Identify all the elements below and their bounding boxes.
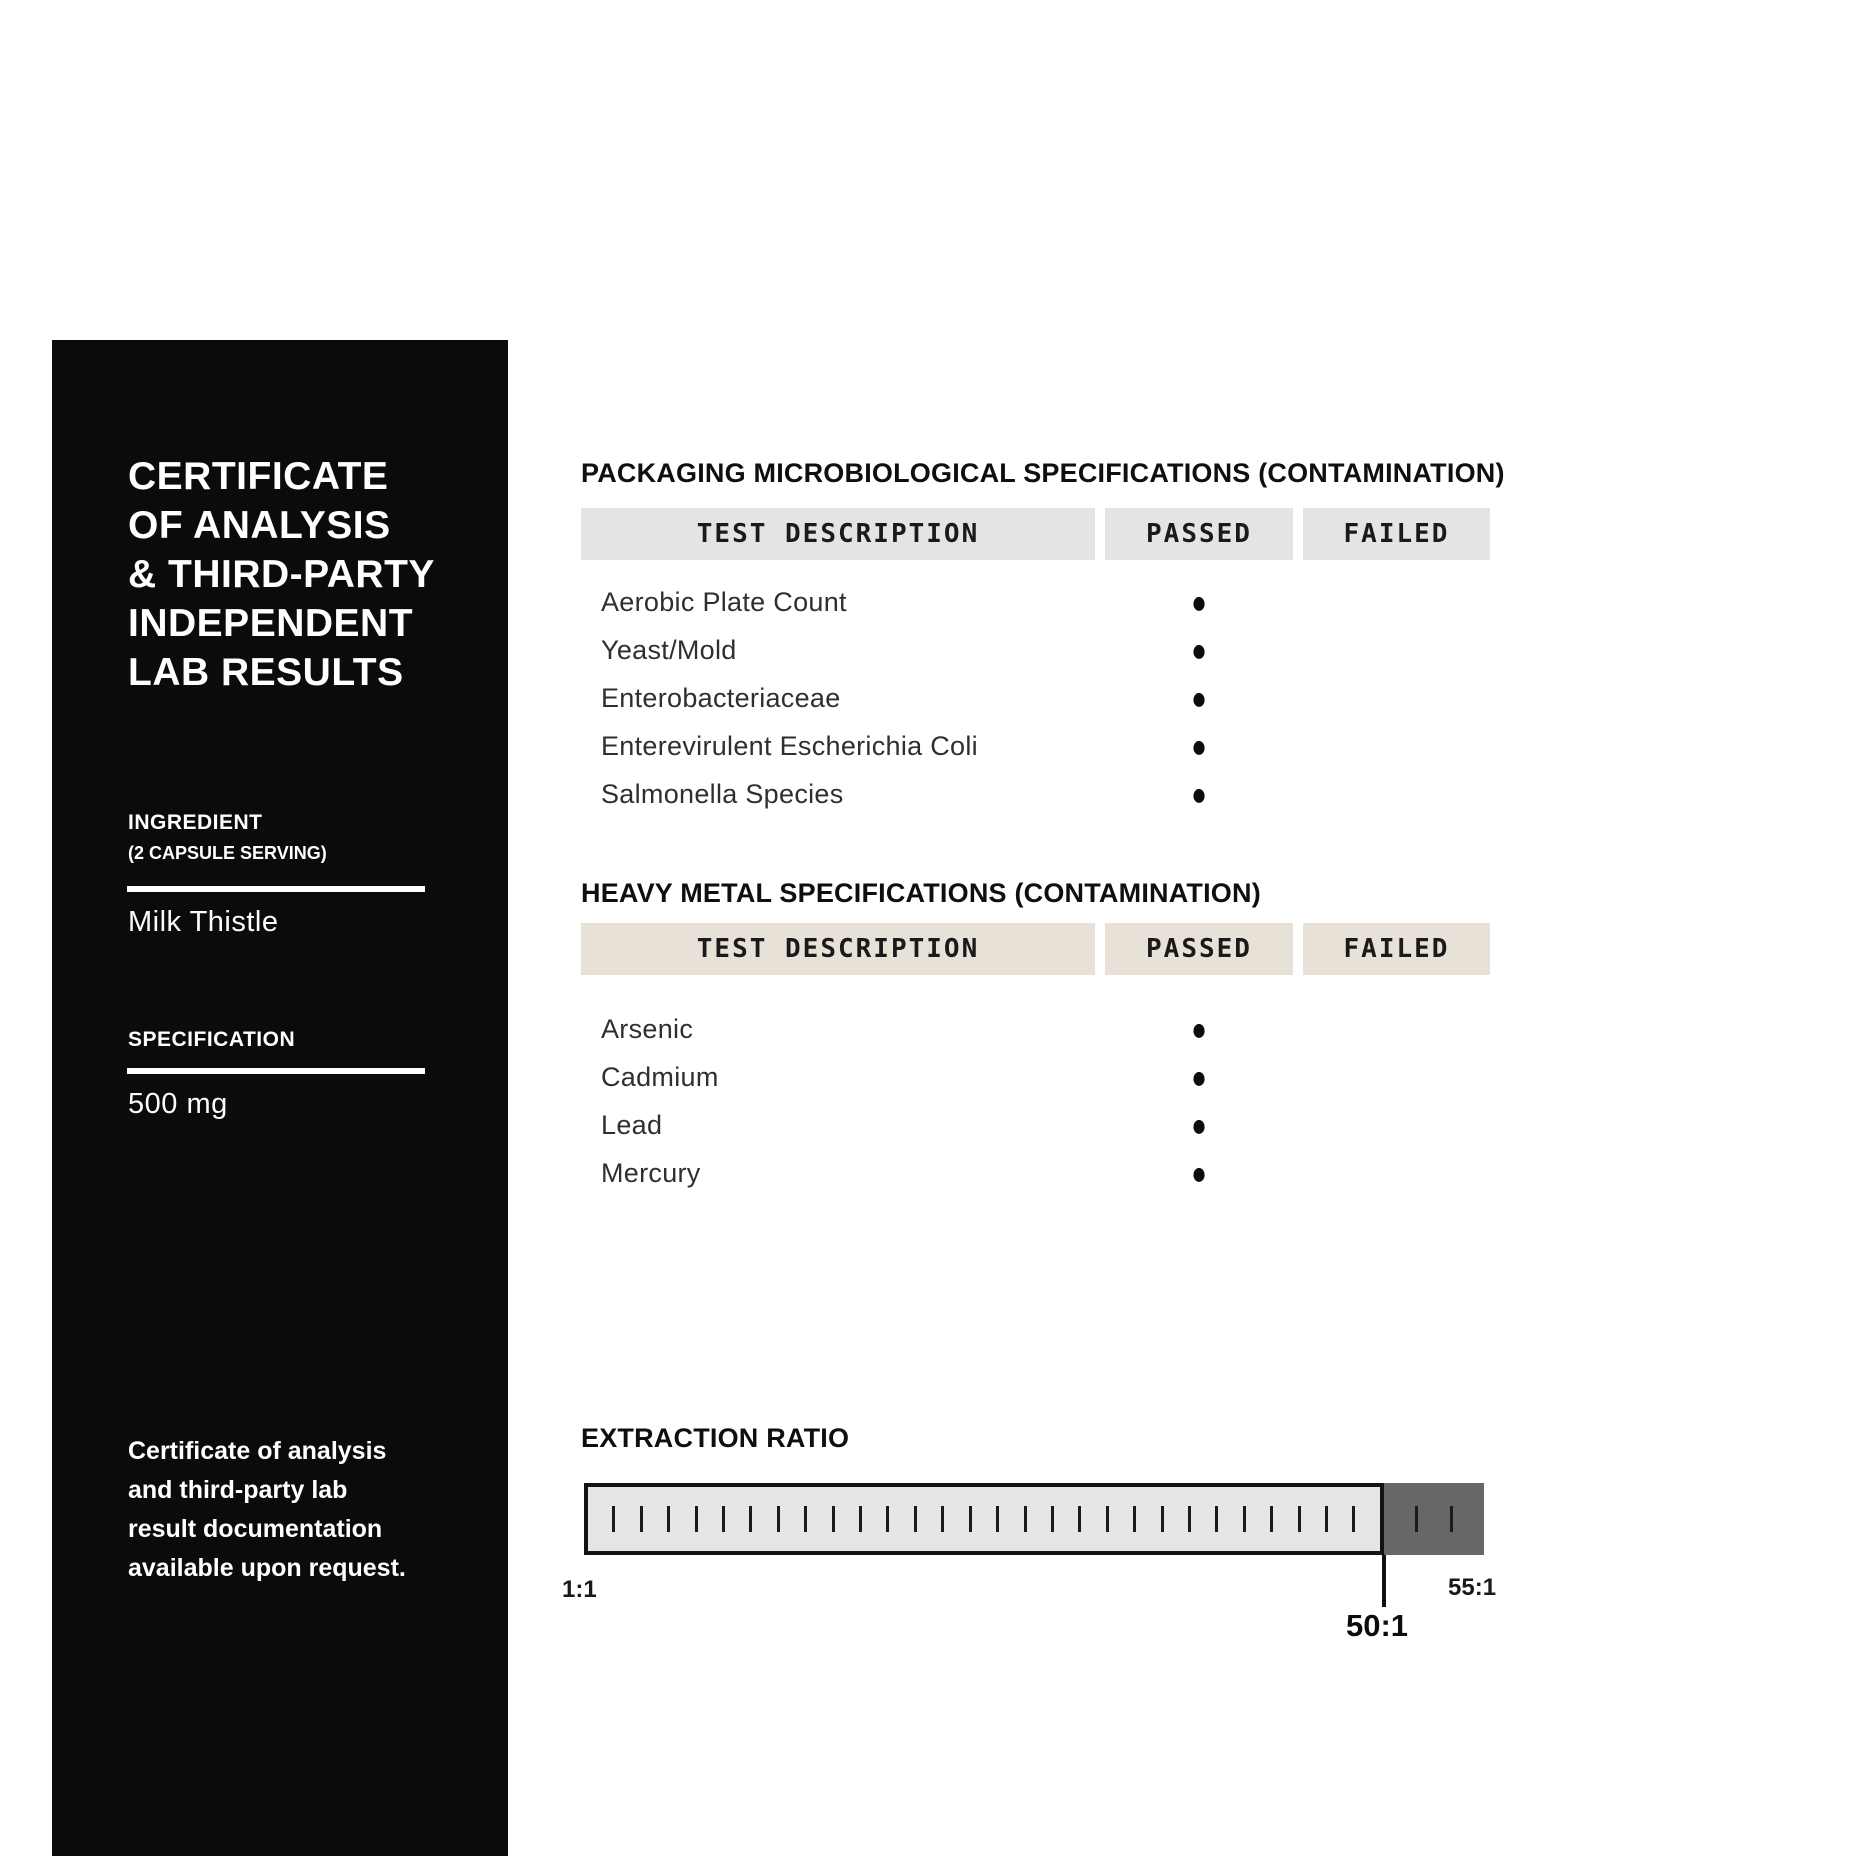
ruler-tick [667,1506,670,1532]
test-name: Arsenic [601,1013,694,1044]
test-name: Enterobacteriaceae [601,682,841,713]
ruler-tick [1352,1506,1355,1532]
extraction-ratio-overflow-segment [1384,1483,1484,1555]
divider-rule [127,886,425,892]
column-header-passed: PASSED [1105,508,1293,560]
passed-marker: ● [1191,726,1207,765]
heavy-metal-table-rows [581,1005,1490,1197]
test-name: Enterevirulent Escherichia Coli [601,730,978,761]
ruler-tick [612,1506,615,1532]
ruler-tick [1024,1506,1027,1532]
column-header-test-description: TEST DESCRIPTION [581,923,1095,975]
test-name: Salmonella Species [601,778,844,809]
ruler-tick [777,1506,780,1532]
failed-marker [1303,626,1490,674]
ruler-tick [1161,1506,1164,1532]
page-title-line: OF ANALYSIS [128,504,391,547]
heavy-metal-section-heading: HEAVY METAL SPECIFICATIONS (CONTAMINATION) [581,878,1261,908]
ruler-tick [1215,1506,1218,1532]
ruler-tick [886,1506,889,1532]
ruler-tick [859,1506,862,1532]
page-title-line: & THIRD-PARTY [128,553,435,596]
ruler-tick [640,1506,643,1532]
failed-marker [1303,1101,1490,1149]
serving-size-label: (2 CAPSULE SERVING) [128,843,327,863]
passed-marker: ● [1191,1105,1207,1144]
footnote-line: available upon request. [128,1554,406,1582]
failed-marker [1303,674,1490,722]
passed-marker: ● [1191,630,1207,669]
column-header-failed: FAILED [1303,508,1490,560]
specification-value: 500 mg [128,1088,228,1120]
page-title-line: LAB RESULTS [128,651,404,694]
ingredient-label: INGREDIENT [128,811,263,834]
extraction-ratio-ruler [584,1483,1384,1555]
microbiological-table-rows [581,578,1490,818]
ruler-tick [1298,1506,1301,1532]
microbiological-section-heading: PACKAGING MICROBIOLOGICAL SPECIFICATIONS (CONTAMINATION) [581,458,1505,488]
footnote-line: result documentation [128,1515,383,1543]
info-sidebar [52,340,508,1856]
passed-marker: ● [1191,678,1207,717]
test-name: Lead [601,1109,663,1140]
footnote-line: and third-party lab [128,1476,348,1504]
availability-footnote [128,1432,406,1588]
passed-marker: ● [1191,1153,1207,1192]
divider-rule [127,1068,425,1074]
page-title-line: CERTIFICATE [128,455,389,498]
extraction-ratio-heading: EXTRACTION RATIO [581,1423,850,1453]
ruler-tick [1188,1506,1191,1532]
ruler-tick [969,1506,972,1532]
specification-label: SPECIFICATION [128,1028,296,1051]
test-name: Yeast/Mold [601,634,737,665]
ruler-tick [832,1506,835,1532]
page-title [128,452,435,697]
ingredient-value: Milk Thistle [128,906,279,938]
failed-marker [1303,1005,1490,1053]
passed-marker: ● [1191,1057,1207,1096]
failed-marker [1303,578,1490,626]
extraction-ratio-value-marker [1382,1555,1386,1607]
ruler-tick [804,1506,807,1532]
failed-marker [1303,770,1490,818]
passed-marker: ● [1191,1009,1207,1048]
footnote-line: Certificate of analysis [128,1437,387,1465]
column-header-passed: PASSED [1105,923,1293,975]
heavy-metal-table-header [581,923,1490,975]
ruler-tick [1450,1506,1453,1532]
test-name: Cadmium [601,1061,719,1092]
test-name: Aerobic Plate Count [601,586,847,617]
failed-marker [1303,1149,1490,1197]
column-header-test-description: TEST DESCRIPTION [581,508,1095,560]
ruler-tick [695,1506,698,1532]
passed-marker: ● [1191,774,1207,813]
ruler-tick [1243,1506,1246,1532]
page-title-line: INDEPENDENT [128,602,414,645]
extraction-ratio-max-label: 55:1 [1448,1574,1497,1601]
ruler-tick [941,1506,944,1532]
ruler-tick [1133,1506,1136,1532]
ruler-tick [1106,1506,1109,1532]
test-name: Mercury [601,1157,701,1188]
ruler-tick [1270,1506,1273,1532]
column-header-failed: FAILED [1303,923,1490,975]
ruler-tick [996,1506,999,1532]
ruler-tick [914,1506,917,1532]
extraction-ratio-min-label: 1:1 [562,1576,597,1603]
extraction-ratio-value-label: 50:1 [1345,1608,1409,1643]
ruler-tick [1325,1506,1328,1532]
ruler-tick [1415,1506,1418,1532]
ruler-tick [1051,1506,1054,1532]
failed-marker [1303,722,1490,770]
failed-marker [1303,1053,1490,1101]
microbiological-table-header [581,508,1490,560]
passed-marker: ● [1191,582,1207,621]
ruler-tick [749,1506,752,1532]
ruler-tick [722,1506,725,1532]
ruler-tick [1078,1506,1081,1532]
